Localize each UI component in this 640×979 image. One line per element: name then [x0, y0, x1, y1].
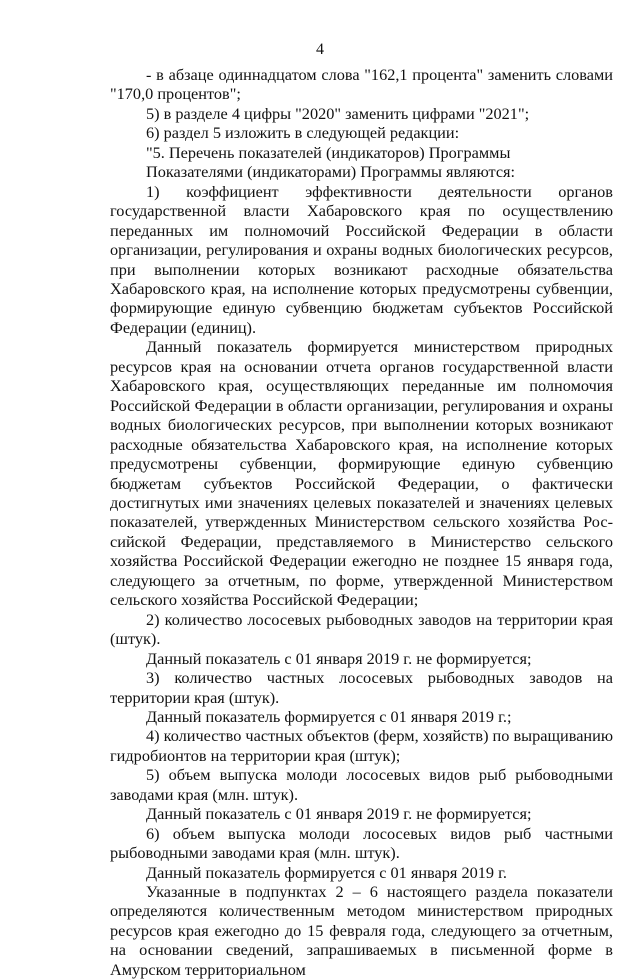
paragraph-amend-section-4: 5) в разделе 4 цифры "2020" заменить цифрами "2021";	[146, 103, 530, 123]
paragraph-indicator-1-method: Данный показатель формируется министерством природных ресурсов края на основании отчета органов государственной власти Хабаровского края, осуществляющих переданные им полномочия Российской Федерации в области организации, регулирования и охраны водных биологических ресурсов, при выполнении которых возникают расходные обязательства Хабаровского края, на исполнение которых предусмотрены субвенции, формирующие единую субвенцию бюджетам субъектов Российской Федерации, о фактически достигнутых ими значениях целевых показателей и значениях целевых показателей, утвержденных Министерством сельского хозяйства Российской Федерации, представляемого в Министерство сельского хозяйства Российской Федерации ежегодно не позднее 15 января года, следующего за отчетным, по форме, утвержденной Министерством сельского хозяйства Российской Федерации;	[110, 337, 613, 610]
page-number: 4	[316, 41, 324, 58]
paragraph-indicator-4: 4) количество частных объектов (ферм, хозяйств) по выращиванию гидробионтов на территории края (штук);	[110, 726, 614, 765]
paragraph-indicator-3: 3) количество частных лососевых рыбоводных заводов на территории края (штук).	[110, 668, 613, 707]
paragraph-method-description: Указанные в подпунктах 2 – 6 настоящего раздела показатели определяются количественным методом министерством природных ресурсов края ежегодно до 15 февраля года, следующего за отчетным, на основании сведений, запрашиваемых в письменной форме в Амурском территориальном	[110, 882, 613, 979]
paragraph-indicator-3-note: Данный показатель формируется с 01 января 2019 г.;	[146, 706, 512, 726]
paragraph-amend-item-11: - в абзаце одиннадцатом слова "162,1 процента" заменить словами "170,0 процентов";	[110, 65, 613, 104]
paragraph-amend-section-5: 6) раздел 5 изложить в следующей редакции:	[146, 123, 460, 143]
document-body	[110, 65, 613, 979]
paragraph-indicator-5: 5) объем выпуска молоди лососевых видов рыб рыбоводными заводами края (млн. штук).	[110, 765, 613, 804]
paragraph-indicator-6: 6) объем выпуска молоди лососевых видов рыб частными рыбоводными заводами края (млн. штук).	[110, 823, 613, 863]
paragraph-indicator-2-note: Данный показатель с 01 января 2019 г. не формируется;	[146, 648, 532, 668]
section-heading: "5. Перечень показателей (индикаторов) Программы	[146, 142, 511, 162]
paragraph-indicators-intro: Показателями (индикаторами) Программы являются:	[146, 162, 516, 182]
paragraph-indicator-5-note: Данный показатель с 01 января 2019 г. не формируется;	[146, 804, 532, 824]
paragraph-indicator-6-note: Данный показатель формируется с 01 января 2019 г.	[146, 862, 507, 882]
paragraph-indicator-2: 2) количество лососевых рыбоводных заводов на территории края (штук).	[110, 609, 613, 649]
paragraph-indicator-1: 1) коэффициент эффективности деятельности органов государственной власти Хабаровского края по осуществлению переданных им полномочий Российской Федерации в области организации, регулирования и охраны водных биологических ресурсов, при выполнении которых возникают расходные обязательства Хабаровского края, на исполнение которых предусмотрены субвенции, формирующие единую субвенцию бюджетам субъектов Российской Федерации (единиц).	[110, 181, 613, 337]
